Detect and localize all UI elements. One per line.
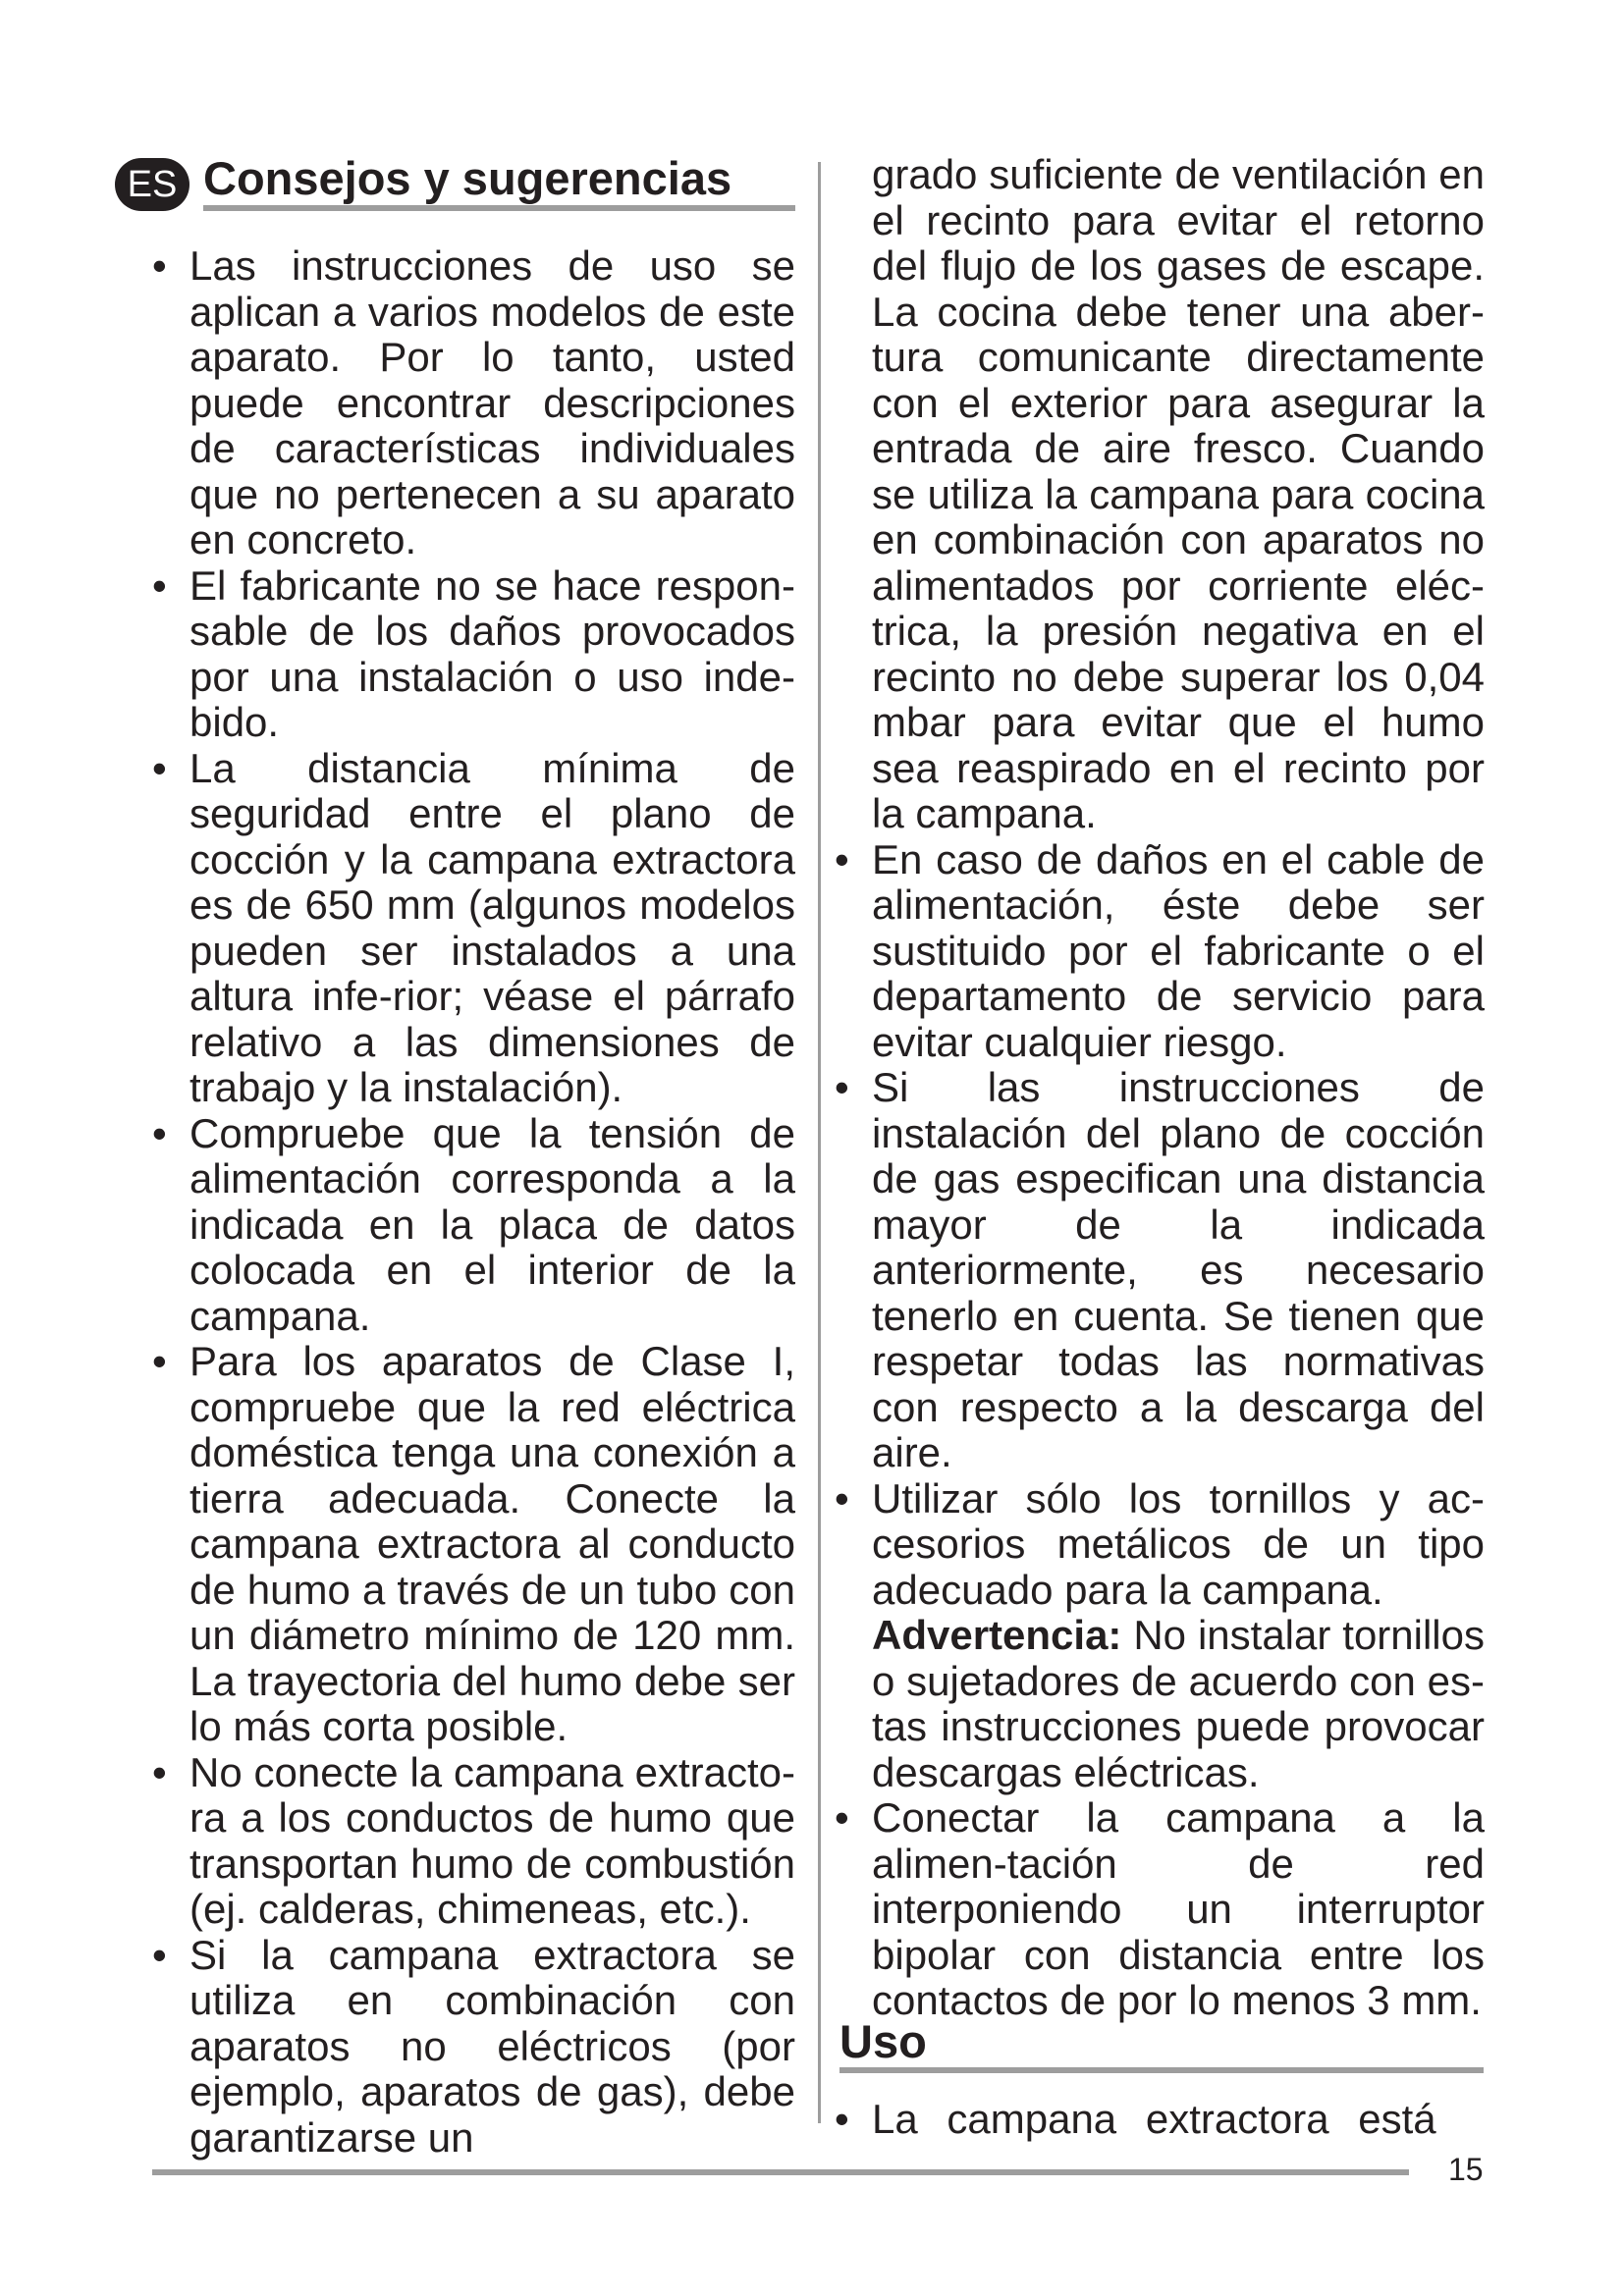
right-column bbox=[835, 152, 1485, 2024]
list-item: • Para los aparatos de Clase I, compruebe que la red eléctrica doméstica tenga una conexión a tierra adecuada. Conecte la campana extractora al conducto de humo a través de un tubo con un diámetro mínimo de 120 mm. La trayectoria del humo debe ser lo más corta posible. bbox=[152, 1339, 795, 1750]
section-title-uso: Uso bbox=[839, 2015, 927, 2067]
footer-rule bbox=[152, 2169, 1409, 2175]
page-number: 15 bbox=[1448, 2152, 1484, 2187]
list-item: • No conecte la campana extracto-ra a los conductos de humo que transportan humo de combustión (ej. calderas, chimeneas, etc.). bbox=[152, 1750, 795, 1933]
list-item: • Utilizar sólo los tornillos y ac-cesorios metálicos de un tipo adecuado para la campana. bbox=[835, 1476, 1485, 1614]
list-item: • La campana extractora está bbox=[835, 2097, 1485, 2143]
warning-text: No instalar tornillos o sujetadores de acuerdo con es-tas instrucciones puede provocar descargas eléctricas. bbox=[872, 1612, 1485, 1795]
list-item: • Si las instrucciones de instalación del plano de cocción de gas especifican una distancia mayor de la indicada anteriormente, es necesario tenerlo en cuenta. Se tienen que respetar todas las normativas con respecto a la descarga del aire. bbox=[835, 1065, 1485, 1476]
section-uso-body bbox=[835, 2097, 1485, 2143]
list-item: • Conectar la campana a la alimen-tación de red interponiendo un interruptor bipolar con distancia entre los contactos de por lo menos 3 mm. bbox=[835, 1795, 1485, 2024]
left-column bbox=[152, 243, 795, 2161]
list-item: • Las instrucciones de uso se aplican a varios modelos de este aparato. Por lo tanto, usted puede encontrar descripciones de características individuales que no pertenecen a su aparato en concreto. bbox=[152, 243, 795, 563]
section-title: Consejos y sugerencias bbox=[203, 152, 732, 204]
warning-label: Advertencia: bbox=[872, 1612, 1122, 1658]
section-uso-underline bbox=[839, 2067, 1484, 2073]
language-badge: ES bbox=[115, 158, 189, 211]
continued-paragraph: grado suficiente de ventilación en el recinto para evitar el retorno del flujo de los gases de escape. La cocina debe tener una aber-tura comunicante directamente con el exterior para asegurar la entrada de aire fresco. Cuando se utiliza la campana para cocina en combinación con aparatos no alimentados por corriente eléc-trica, la presión negativa en el recinto no debe superar los 0,04 mbar para evitar que el humo sea reaspirado en el recinto por la campana. bbox=[872, 151, 1485, 836]
list-item: • Si la campana extractora se utiliza en combinación con aparatos no eléctricos (por ejemplo, aparatos de gas), debe garantizarse un bbox=[152, 1933, 795, 2162]
list-item: • En caso de daños en el cable de alimentación, éste debe ser sustituido por el fabricante o el departamento de servicio para evitar cualquier riesgo. bbox=[835, 837, 1485, 1066]
list-item: • La distancia mínima de seguridad entre el plano de cocción y la campana extractora es de 650 mm (algunos modelos pueden ser instalados a una altura infe-rior; véase el párrafo relativo a las dimensiones de trabajo y la instalación). bbox=[152, 746, 795, 1111]
list-item: • El fabricante no se hace respon-sable de los daños provocados por una instalación o uso inde-bido. bbox=[152, 563, 795, 746]
list-item: • Compruebe que la tensión de alimentación corresponda a la indicada en la placa de datos colocada en el interior de la campana. bbox=[152, 1111, 795, 1340]
section-title-underline bbox=[203, 205, 795, 211]
warning-paragraph bbox=[835, 1613, 1485, 1795]
column-separator bbox=[818, 162, 821, 2123]
